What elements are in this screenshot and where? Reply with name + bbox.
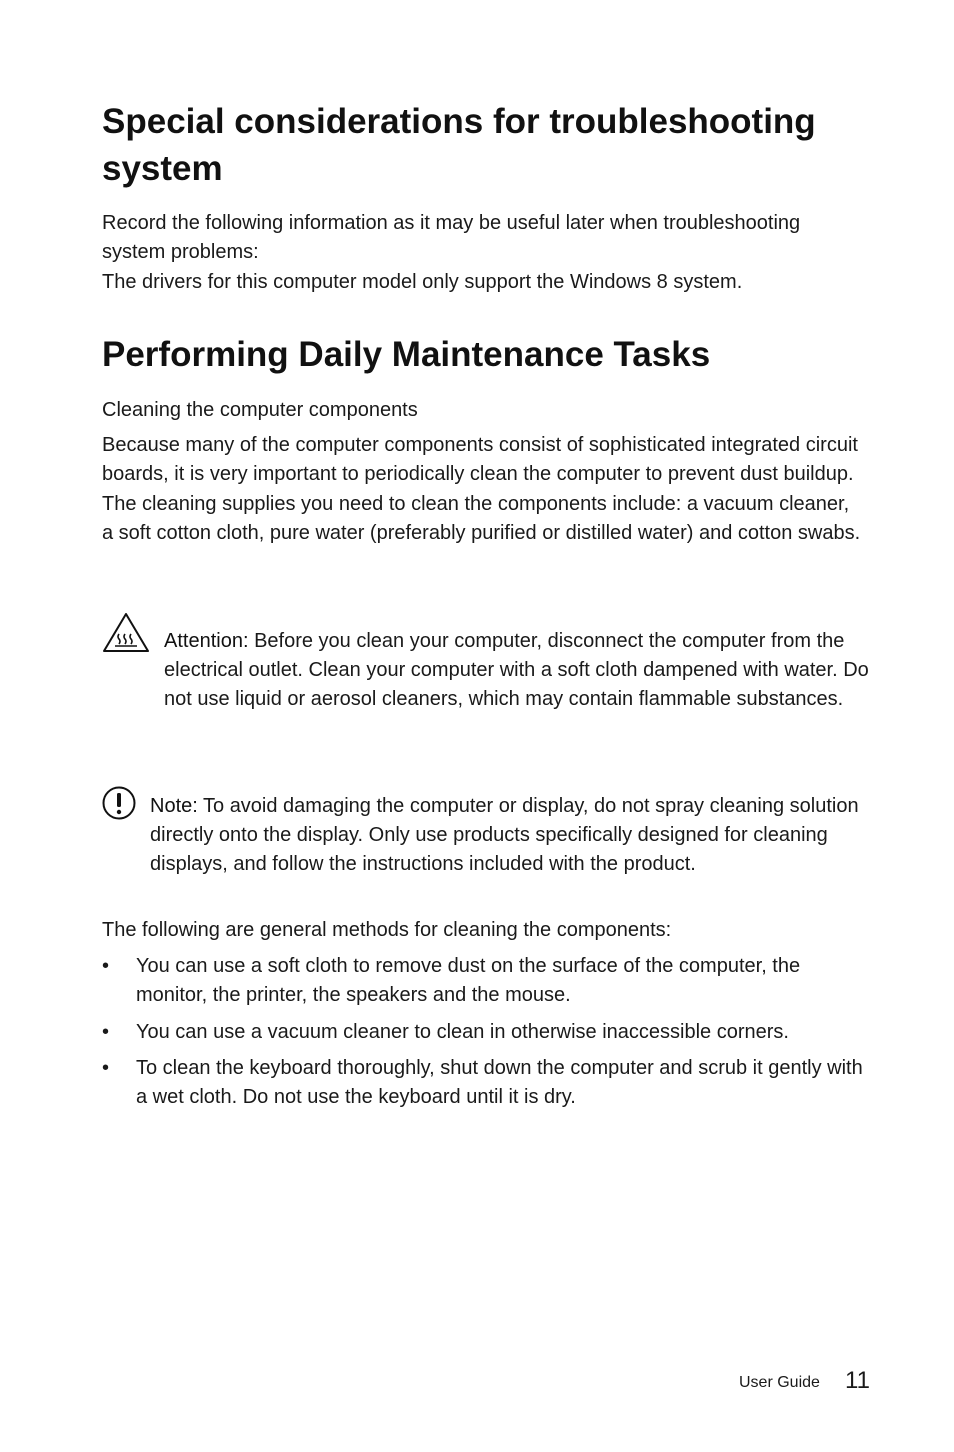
hot-surface-warning-icon bbox=[102, 612, 150, 654]
list-item-text: You can use a vacuum cleaner to clean in otherwise inaccessible corners. bbox=[136, 1020, 789, 1043]
cleaning-text: Because many of the computer components consist of sophisticated integrated circuit boards, it is very important to periodically clean the computer to prevent dust buildup. The cleaning supplies you need to clean the components include: a vacuum cleaner, a soft cotton cloth, pure water (preferably purified or distilled water) and cotton swabs. bbox=[102, 434, 861, 544]
troubleshooting-text-1: Record the following information as it may be useful later when troubleshooting system problems: bbox=[102, 212, 801, 264]
page-number: 11 bbox=[845, 1367, 870, 1394]
note-text: To avoid damaging the computer or display, do not spray cleaning solution directly onto the display. Only use products specifically designed for cleaning displays, and follow the instructions included with the product. bbox=[150, 795, 859, 876]
bullet-icon: • bbox=[102, 1020, 110, 1043]
bullet-icon: • bbox=[102, 955, 110, 977]
troubleshooting-paragraph bbox=[102, 209, 862, 297]
list-item bbox=[102, 1018, 872, 1047]
note-label: Note: bbox=[150, 795, 198, 817]
exclamation-circle-icon bbox=[102, 786, 136, 820]
methods-list bbox=[102, 952, 872, 1119]
troubleshooting-text-2: The drivers for this computer model only support the Windows 8 system. bbox=[102, 270, 743, 293]
list-item bbox=[102, 1054, 872, 1113]
list-item-text: You can use a soft cloth to remove dust on the surface of the computer, the monitor, the printer, the speakers and the mouse. bbox=[136, 955, 801, 1007]
attention-label: Attention: bbox=[164, 630, 249, 652]
subheading-cleaning: Cleaning the computer components bbox=[102, 399, 418, 421]
cleaning-paragraph bbox=[102, 431, 862, 548]
list-item bbox=[102, 952, 872, 1011]
attention-callout bbox=[164, 627, 874, 715]
list-item-text: To clean the keyboard thoroughly, shut down the computer and scrub it gently with a wet cloth. Do not use the keyboard until it is dry. bbox=[136, 1056, 863, 1109]
attention-text: Before you clean your computer, disconnect the computer from the electrical outlet. Clean your computer with a soft cloth dampened with water. Do not use liquid or aerosol cleaners, which may contain flammable substances. bbox=[164, 630, 869, 711]
footer-label: User Guide bbox=[739, 1374, 820, 1391]
methods-heading: The following are general methods for cleaning the components: bbox=[102, 919, 672, 941]
section-title-troubleshooting: Special considerations for troubleshooting system bbox=[102, 102, 816, 188]
bullet-icon: • bbox=[102, 1056, 110, 1079]
section-title-maintenance: Performing Daily Maintenance Tasks bbox=[102, 335, 711, 374]
note-callout bbox=[150, 792, 885, 880]
